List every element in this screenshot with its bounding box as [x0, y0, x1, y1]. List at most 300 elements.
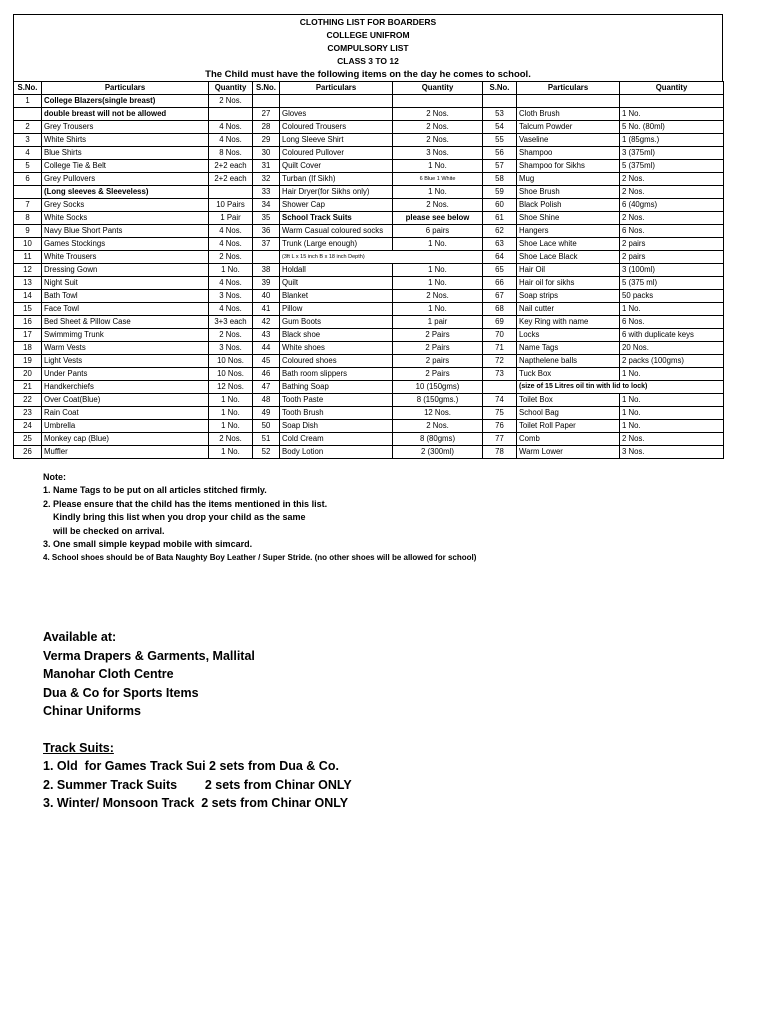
- serial-number-cell: [253, 251, 280, 264]
- quantity-cell: 2 Nos.: [209, 329, 253, 342]
- particulars-cell: Tuck Box: [517, 368, 620, 381]
- shop-name: Dua & Co for Sports Items: [43, 685, 199, 700]
- quantity-cell: 4 Nos.: [209, 225, 253, 238]
- table-row: [14, 238, 724, 251]
- serial-number-cell: 25: [14, 433, 42, 446]
- particulars-cell: Hair Oil: [517, 264, 620, 277]
- particulars-cell: Night Suit: [42, 277, 209, 290]
- quantity-cell: 8 (150gms.): [393, 394, 483, 407]
- serial-number-cell: 77: [483, 433, 517, 446]
- quantity-cell: 8 Nos.: [209, 147, 253, 160]
- particulars-cell: Dressing Gown: [42, 264, 209, 277]
- particulars-cell: (size of 15 Litres oil tin with lid to lock): [517, 381, 724, 394]
- quantity-cell: 6 pairs: [393, 225, 483, 238]
- particulars-cell: Turban (If Sikh): [280, 173, 393, 186]
- particulars-cell: Tooth Brush: [280, 407, 393, 420]
- serial-number-cell: 52: [253, 446, 280, 459]
- particulars-cell: Light Vests: [42, 355, 209, 368]
- quantity-cell: [209, 108, 253, 121]
- serial-number-cell: 4: [14, 147, 42, 160]
- particulars-cell: Grey Pullovers: [42, 173, 209, 186]
- quantity-cell: 2 Nos.: [620, 433, 724, 446]
- note-line: Kindly bring this list when you drop your child as the same: [53, 512, 306, 523]
- serial-number-cell: 48: [253, 394, 280, 407]
- serial-number-cell: 72: [483, 355, 517, 368]
- quantity-cell: 1 No.: [620, 303, 724, 316]
- serial-number-cell: 65: [483, 264, 517, 277]
- serial-number-cell: 7: [14, 199, 42, 212]
- quantity-cell: 4 Nos.: [209, 277, 253, 290]
- col-sno-2: S.No.: [253, 82, 280, 95]
- quantity-cell: 10 (150gms): [393, 381, 483, 394]
- particulars-cell: Hair oil for sikhs: [517, 277, 620, 290]
- track-suit-line: 3. Winter/ Monsoon Track 2 sets from Chinar ONLY: [43, 796, 349, 810]
- track-suit-line: 2. Summer Track Suits 2 sets from Chinar ONLY: [43, 777, 352, 792]
- quantity-cell: 6 (40gms): [620, 199, 724, 212]
- table-row: [14, 173, 724, 186]
- quantity-cell: 2 Nos.: [620, 186, 724, 199]
- table-row: [14, 121, 724, 134]
- table-row: [14, 420, 724, 433]
- particulars-cell: Hair Dryer(for Sikhs only): [280, 186, 393, 199]
- serial-number-cell: 5: [14, 160, 42, 173]
- particulars-cell: Face Towl: [42, 303, 209, 316]
- particulars-cell: Games Stockings: [42, 238, 209, 251]
- quantity-cell: 1 No.: [209, 446, 253, 459]
- quantity-cell: 1 No.: [209, 407, 253, 420]
- quantity-cell: 3 Nos.: [393, 147, 483, 160]
- particulars-cell: Blanket: [280, 290, 393, 303]
- serial-number-cell: 74: [483, 394, 517, 407]
- particulars-cell: double breast will not be allowed: [42, 108, 209, 121]
- quantity-cell: 20 Nos.: [620, 342, 724, 355]
- table-row: [14, 147, 724, 160]
- particulars-cell: Shampoo: [517, 147, 620, 160]
- particulars-cell: Talcum Powder: [517, 121, 620, 134]
- col-particulars-3: Particulars: [517, 82, 620, 95]
- shop-name: Chinar Uniforms: [43, 704, 141, 718]
- particulars-cell: Body Lotion: [280, 446, 393, 459]
- particulars-cell: Shoe Brush: [517, 186, 620, 199]
- serial-number-cell: 62: [483, 225, 517, 238]
- serial-number-cell: 12: [14, 264, 42, 277]
- quantity-cell: 12 Nos.: [209, 381, 253, 394]
- quantity-cell: 50 packs: [620, 290, 724, 303]
- table-row: [14, 407, 724, 420]
- quantity-cell: 4 Nos.: [209, 303, 253, 316]
- particulars-cell: Holdall: [280, 264, 393, 277]
- serial-number-cell: 17: [14, 329, 42, 342]
- serial-number-cell: 41: [253, 303, 280, 316]
- quantity-cell: please see below: [393, 212, 483, 225]
- quantity-cell: 2 Nos.: [209, 251, 253, 264]
- shop-name: Manohar Cloth Centre: [43, 667, 174, 681]
- table-row: [14, 199, 724, 212]
- quantity-cell: 2 Nos.: [393, 290, 483, 303]
- serial-number-cell: 70: [483, 329, 517, 342]
- particulars-cell: Coloured shoes: [280, 355, 393, 368]
- particulars-cell: Shoe Lace white: [517, 238, 620, 251]
- particulars-cell: Bathing Soap: [280, 381, 393, 394]
- serial-number-cell: [14, 186, 42, 199]
- particulars-cell: White shoes: [280, 342, 393, 355]
- serial-number-cell: 9: [14, 225, 42, 238]
- quantity-cell: 2 Nos.: [393, 134, 483, 147]
- table-row: [14, 134, 724, 147]
- availability-section: [43, 628, 352, 813]
- note-line: 4. School shoes should be of Bata Naughty Boy Leather / Super Stride. (no other shoes will be allowed for school): [43, 553, 477, 563]
- quantity-cell: 2 Nos.: [393, 199, 483, 212]
- serial-number-cell: 45: [253, 355, 280, 368]
- header-class: CLASS 3 TO 12: [337, 56, 399, 66]
- serial-number-cell: 73: [483, 368, 517, 381]
- table-row: [14, 277, 724, 290]
- quantity-cell: 2 Nos.: [393, 121, 483, 134]
- serial-number-cell: 46: [253, 368, 280, 381]
- col-sno-3: S.No.: [483, 82, 517, 95]
- serial-number-cell: 78: [483, 446, 517, 459]
- serial-number-cell: 8: [14, 212, 42, 225]
- particulars-cell: (Long sleeves & Sleeveless): [42, 186, 209, 199]
- particulars-cell: School Bag: [517, 407, 620, 420]
- quantity-cell: 1 No.: [620, 420, 724, 433]
- particulars-cell: Under Pants: [42, 368, 209, 381]
- quantity-cell: 2 Pairs: [393, 329, 483, 342]
- quantity-cell: 1 No.: [393, 303, 483, 316]
- quantity-cell: 1 No.: [393, 160, 483, 173]
- quantity-cell: 1 No.: [393, 186, 483, 199]
- serial-number-cell: 1: [14, 95, 42, 108]
- particulars-cell: Swimmimg Trunk: [42, 329, 209, 342]
- quantity-cell: 1 No.: [620, 394, 724, 407]
- particulars-cell: Monkey cap (Blue): [42, 433, 209, 446]
- particulars-cell: Soap Dish: [280, 420, 393, 433]
- serial-number-cell: 66: [483, 277, 517, 290]
- serial-number-cell: 37: [253, 238, 280, 251]
- quantity-cell: 6 Blue 1 White: [393, 173, 483, 186]
- serial-number-cell: 19: [14, 355, 42, 368]
- table-header-row: [14, 82, 724, 95]
- serial-number-cell: 3: [14, 134, 42, 147]
- table-cell: [393, 95, 483, 108]
- quantity-cell: 2 pairs: [620, 238, 724, 251]
- serial-number-cell: 53: [483, 108, 517, 121]
- note-line: 3. One small simple keypad mobile with simcard.: [43, 539, 253, 550]
- quantity-cell: 4 Nos.: [209, 121, 253, 134]
- particulars-cell: Over Coat(Blue): [42, 394, 209, 407]
- serial-number-cell: 42: [253, 316, 280, 329]
- table-cell: [280, 95, 393, 108]
- quantity-cell: 6 Nos.: [620, 316, 724, 329]
- table-cell: [620, 95, 724, 108]
- serial-number-cell: 14: [14, 290, 42, 303]
- quantity-cell: 4 Nos.: [209, 238, 253, 251]
- serial-number-cell: 26: [14, 446, 42, 459]
- table-row: [14, 108, 724, 121]
- particulars-cell: Bed Sheet & Pillow Case: [42, 316, 209, 329]
- particulars-cell: Blue Shirts: [42, 147, 209, 160]
- quantity-cell: 2 Nos.: [209, 95, 253, 108]
- serial-number-cell: 51: [253, 433, 280, 446]
- particulars-cell: Warm Vests: [42, 342, 209, 355]
- serial-number-cell: 28: [253, 121, 280, 134]
- quantity-cell: 2 Pairs: [393, 368, 483, 381]
- serial-number-cell: 35: [253, 212, 280, 225]
- serial-number-cell: 75: [483, 407, 517, 420]
- quantity-cell: 2+2 each: [209, 160, 253, 173]
- serial-number-cell: 24: [14, 420, 42, 433]
- particulars-cell: Tooth Paste: [280, 394, 393, 407]
- particulars-cell: Comb: [517, 433, 620, 446]
- serial-number-cell: 50: [253, 420, 280, 433]
- serial-number-cell: 34: [253, 199, 280, 212]
- particulars-cell: Coloured Trousers: [280, 121, 393, 134]
- quantity-cell: 12 Nos.: [393, 407, 483, 420]
- serial-number-cell: 18: [14, 342, 42, 355]
- track-suit-line: 1. Old for Games Track Sui 2 sets from Dua & Co.: [43, 759, 339, 773]
- quantity-cell: 1 No.: [209, 420, 253, 433]
- particulars-cell: College Tie & Belt: [42, 160, 209, 173]
- particulars-cell: Shampoo for Sikhs: [517, 160, 620, 173]
- particulars-cell: Soap strips: [517, 290, 620, 303]
- serial-number-cell: 40: [253, 290, 280, 303]
- table-row: [14, 95, 724, 108]
- table-row: [14, 212, 724, 225]
- particulars-cell: Cloth Brush: [517, 108, 620, 121]
- header-title: CLOTHING LIST FOR BOARDERS: [299, 17, 437, 27]
- table-row: [14, 316, 724, 329]
- quantity-cell: 3 Nos.: [209, 290, 253, 303]
- col-particulars-2: Particulars: [280, 82, 393, 95]
- particulars-cell: Black shoe: [280, 329, 393, 342]
- particulars-cell: Shoe Shine: [517, 212, 620, 225]
- quantity-cell: 2 pairs: [393, 355, 483, 368]
- note-line: 1. Name Tags to be put on all articles stitched firmly.: [43, 485, 267, 496]
- table-cell: [517, 95, 620, 108]
- quantity-cell: 5 No. (80ml): [620, 121, 724, 134]
- particulars-cell: College Blazers(single breast): [42, 95, 209, 108]
- particulars-cell: Grey Trousers: [42, 121, 209, 134]
- col-sno-1: S.No.: [14, 82, 42, 95]
- serial-number-cell: 15: [14, 303, 42, 316]
- serial-number-cell: 49: [253, 407, 280, 420]
- serial-number-cell: 57: [483, 160, 517, 173]
- list-header: [13, 14, 723, 81]
- quantity-cell: 3 Nos.: [209, 342, 253, 355]
- quantity-cell: 1 Pair: [209, 212, 253, 225]
- quantity-cell: 2 Pairs: [393, 342, 483, 355]
- serial-number-cell: 36: [253, 225, 280, 238]
- col-particulars-1: Particulars: [42, 82, 209, 95]
- table-row: [14, 368, 724, 381]
- serial-number-cell: 59: [483, 186, 517, 199]
- table-row: [14, 433, 724, 446]
- serial-number-cell: 60: [483, 199, 517, 212]
- particulars-cell: Bath Towl: [42, 290, 209, 303]
- particulars-cell: White Shirts: [42, 134, 209, 147]
- serial-number-cell: 13: [14, 277, 42, 290]
- particulars-cell: Trunk (Large enough): [280, 238, 393, 251]
- table-row: [14, 290, 724, 303]
- available-title: Available at:: [43, 630, 117, 644]
- serial-number-cell: 2: [14, 121, 42, 134]
- note-line: will be checked on arrival.: [53, 525, 165, 536]
- serial-number-cell: 11: [14, 251, 42, 264]
- quantity-cell: 3+3 each: [209, 316, 253, 329]
- table-row: [14, 394, 724, 407]
- particulars-cell: Umbrella: [42, 420, 209, 433]
- quantity-cell: 2 Nos.: [209, 433, 253, 446]
- serial-number-cell: 67: [483, 290, 517, 303]
- quantity-cell: 10 Nos.: [209, 355, 253, 368]
- particulars-cell: Quilt Cover: [280, 160, 393, 173]
- table-row: [14, 186, 724, 199]
- quantity-cell: 1 No.: [393, 238, 483, 251]
- quantity-cell: 6 with duplicate keys: [620, 329, 724, 342]
- particulars-cell: Napthelene balls: [517, 355, 620, 368]
- serial-number-cell: 68: [483, 303, 517, 316]
- particulars-cell: Handkerchiefs: [42, 381, 209, 394]
- quantity-cell: 2+2 each: [209, 173, 253, 186]
- table-row: [14, 342, 724, 355]
- quantity-cell: [209, 186, 253, 199]
- quantity-cell: 1 No.: [209, 394, 253, 407]
- table-cell: [253, 95, 280, 108]
- serial-number-cell: 22: [14, 394, 42, 407]
- table-row: [14, 355, 724, 368]
- quantity-cell: 10 Nos.: [209, 368, 253, 381]
- serial-number-cell: 33: [253, 186, 280, 199]
- serial-number-cell: 54: [483, 121, 517, 134]
- serial-number-cell: 6: [14, 173, 42, 186]
- table-row: [14, 264, 724, 277]
- notes-title: Note:: [43, 472, 66, 482]
- quantity-cell: 3 Nos.: [620, 446, 724, 459]
- particulars-cell: Key Ring with name: [517, 316, 620, 329]
- particulars-cell: Grey Socks: [42, 199, 209, 212]
- serial-number-cell: 44: [253, 342, 280, 355]
- header-instruction: The Child must have the following items on the day he comes to school.: [205, 69, 531, 80]
- quantity-cell: 2 (300ml): [393, 446, 483, 459]
- particulars-cell: White Socks: [42, 212, 209, 225]
- serial-number-cell: [14, 108, 42, 121]
- serial-number-cell: 31: [253, 160, 280, 173]
- table-row: [14, 329, 724, 342]
- serial-number-cell: 32: [253, 173, 280, 186]
- items-table-body: [14, 95, 724, 459]
- particulars-cell: Coloured Pullover: [280, 147, 393, 160]
- particulars-cell: Locks: [517, 329, 620, 342]
- serial-number-cell: 39: [253, 277, 280, 290]
- items-table: [13, 81, 724, 459]
- quantity-cell: 1 No.: [620, 407, 724, 420]
- col-quantity-2: Quantity: [393, 82, 483, 95]
- col-quantity-3: Quantity: [620, 82, 724, 95]
- quantity-cell: 2 packs (100gms): [620, 355, 724, 368]
- particulars-cell: School Track Suits: [280, 212, 393, 225]
- particulars-cell: Rain Coat: [42, 407, 209, 420]
- table-row: [14, 381, 724, 394]
- serial-number-cell: 69: [483, 316, 517, 329]
- table-row: [14, 251, 724, 264]
- table-row: [14, 225, 724, 238]
- serial-number-cell: 23: [14, 407, 42, 420]
- table-row: [14, 160, 724, 173]
- quantity-cell: 1 No.: [620, 108, 724, 121]
- serial-number-cell: [483, 381, 517, 394]
- serial-number-cell: 55: [483, 134, 517, 147]
- table-row: [14, 446, 724, 459]
- quantity-cell: 1 pair: [393, 316, 483, 329]
- quantity-cell: 1 No.: [393, 277, 483, 290]
- quantity-cell: 6 Nos.: [620, 225, 724, 238]
- quantity-cell: 5 (375 ml): [620, 277, 724, 290]
- serial-number-cell: 63: [483, 238, 517, 251]
- serial-number-cell: 61: [483, 212, 517, 225]
- particulars-cell: Vaseline: [517, 134, 620, 147]
- serial-number-cell: 10: [14, 238, 42, 251]
- quantity-cell: 3 (375ml): [620, 147, 724, 160]
- particulars-cell: Warm Lower: [517, 446, 620, 459]
- quantity-cell: 2 Nos.: [620, 212, 724, 225]
- quantity-cell: 2 pairs: [620, 251, 724, 264]
- particulars-cell: Long Sleeve Shirt: [280, 134, 393, 147]
- quantity-cell: 4 Nos.: [209, 134, 253, 147]
- quantity-cell: 1 No.: [209, 264, 253, 277]
- particulars-cell: Mug: [517, 173, 620, 186]
- serial-number-cell: 47: [253, 381, 280, 394]
- serial-number-cell: 21: [14, 381, 42, 394]
- serial-number-cell: 20: [14, 368, 42, 381]
- col-quantity-1: Quantity: [209, 82, 253, 95]
- quantity-cell: 2 Nos.: [393, 420, 483, 433]
- quantity-cell: 3 (100ml): [620, 264, 724, 277]
- particulars-cell: Toilet Box: [517, 394, 620, 407]
- serial-number-cell: 43: [253, 329, 280, 342]
- particulars-cell: Gloves: [280, 108, 393, 121]
- particulars-cell: Black Polish: [517, 199, 620, 212]
- particulars-cell: Nail cutter: [517, 303, 620, 316]
- particulars-cell: (3ft L x 15 inch B x 18 inch Depth): [280, 251, 483, 264]
- serial-number-cell: 16: [14, 316, 42, 329]
- particulars-cell: Muffler: [42, 446, 209, 459]
- particulars-cell: Bath room slippers: [280, 368, 393, 381]
- particulars-cell: Cold Cream: [280, 433, 393, 446]
- quantity-cell: 2 Nos.: [620, 173, 724, 186]
- serial-number-cell: 29: [253, 134, 280, 147]
- serial-number-cell: 71: [483, 342, 517, 355]
- clothing-list-sheet: [13, 14, 723, 459]
- serial-number-cell: 38: [253, 264, 280, 277]
- particulars-cell: Name Tags: [517, 342, 620, 355]
- header-subtitle: COLLEGE UNIFROM: [326, 30, 410, 40]
- quantity-cell: 1 No.: [393, 264, 483, 277]
- particulars-cell: Navy Blue Short Pants: [42, 225, 209, 238]
- quantity-cell: 2 Nos.: [393, 108, 483, 121]
- serial-number-cell: 30: [253, 147, 280, 160]
- particulars-cell: Toilet Roll Paper: [517, 420, 620, 433]
- serial-number-cell: 27: [253, 108, 280, 121]
- particulars-cell: Shoe Lace Black: [517, 251, 620, 264]
- particulars-cell: White Trousers: [42, 251, 209, 264]
- track-suits-title: Track Suits:: [43, 740, 114, 755]
- particulars-cell: Pillow: [280, 303, 393, 316]
- quantity-cell: 1 (85gms.): [620, 134, 724, 147]
- particulars-cell: Hangers: [517, 225, 620, 238]
- particulars-cell: Warm Casual coloured socks: [280, 225, 393, 238]
- quantity-cell: 8 (80gms): [393, 433, 483, 446]
- particulars-cell: Gum Boots: [280, 316, 393, 329]
